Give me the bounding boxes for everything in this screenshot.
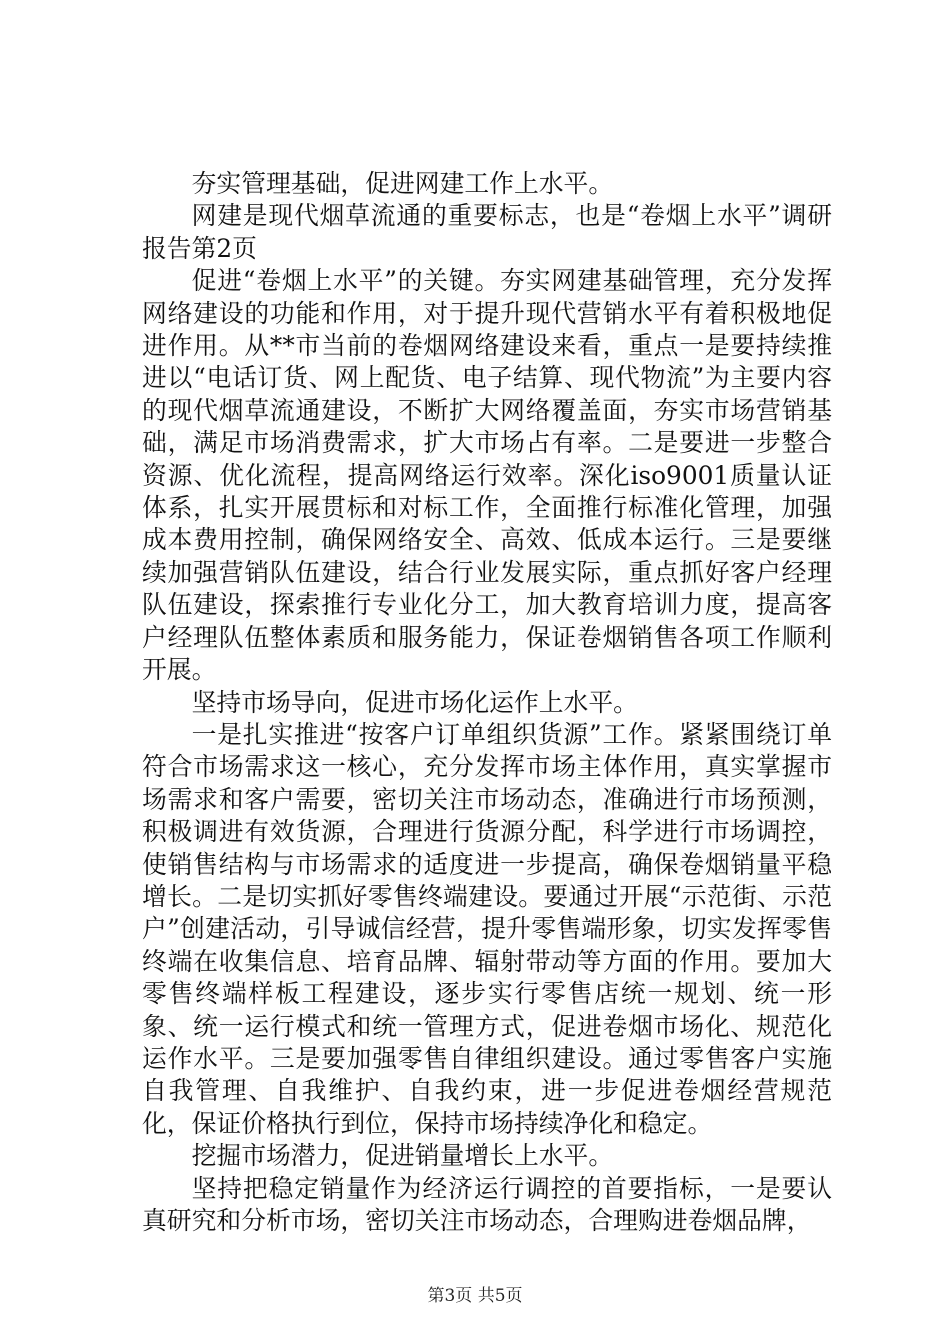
paragraph-network-intro: 网建是现代烟草流通的重要标志，也是“卷烟上水平”调研报告第2页 xyxy=(142,201,832,263)
paragraph-market-orientation: 一是扎实推进“按客户订单组织货源”工作。紧紧围绕订单符合市场需求这一核心，充分发挥市场主体作用，真实掌握市场需求和客户需要，密切关注市场动态，准确进行市场预测，积极调进有效货源，合理进行货源分配，科学进行市场调控，使销售结构与市场需求的适度进一步提高，确保卷烟销量平稳增长。二是切实抓好零售终端建设。要通过开展“示范街、示范户”创建活动，引导诚信经营，提升零售端形象，切实发挥零售终端在收集信息、培育品牌、辐射带动等方面的作用。要加大零售终端样板工程建设，逐步实行零售店统一规划、统一形象、统一运行模式和统一管理方式，促进卷烟市场化、规范化运作水平。三是要加强零售自律组织建设。通过零售客户实施自我管理、自我维护、自我约束，进一步促进卷烟经营规范化，保证价格执行到位，保持市场持续净化和稳定。 xyxy=(142,719,832,1138)
section-heading-market-orientation: 坚持市场导向，促进市场化运作上水平。 xyxy=(191,687,638,717)
section-heading-market-potential: 挖掘市场潜力，促进销量增长上水平。 xyxy=(191,1141,614,1171)
paragraph-market-potential: 坚持把稳定销量作为经济运行调控的首要指标，一是要认真研究和分析市场，密切关注市场动态，合理购进卷烟品牌， xyxy=(142,1173,832,1235)
document-body xyxy=(142,168,832,1237)
page-footer xyxy=(0,1281,950,1306)
page-number-label: 第3页 共5页 xyxy=(427,1286,523,1306)
section-heading-management: 夯实管理基础，促进网建工作上水平。 xyxy=(191,169,614,198)
paragraph-network-details: 促进“卷烟上水平”的关键。夯实网建基础管理，充分发挥网络建设的功能和作用，对于提升现代营销水平有着积极地促进作用。从**市当前的卷烟网络建设来看，重点一是要持续推进以“电话订货、网上配货、电子结算、现代物流”为主要内容的现代烟草流通建设，不断扩大网络覆盖面，夯实市场营销基础，满足市场消费需求，扩大市场占有率。二是要进一步整合资源、优化流程，提高网络运行效率。深化iso9001质量认证体系，扎实开展贯标和对标工作，全面推行标准化管理，加强成本费用控制，确保网络安全、高效、低成本运行。三是要继续加强营销队伍建设，结合行业发展实际，重点抓好客户经理队伍建设，探索推行专业化分工，加大教育培训力度，提高客户经理队伍整体素质和服务能力，保证卷烟销售各项工作顺利开展。 xyxy=(142,266,832,685)
